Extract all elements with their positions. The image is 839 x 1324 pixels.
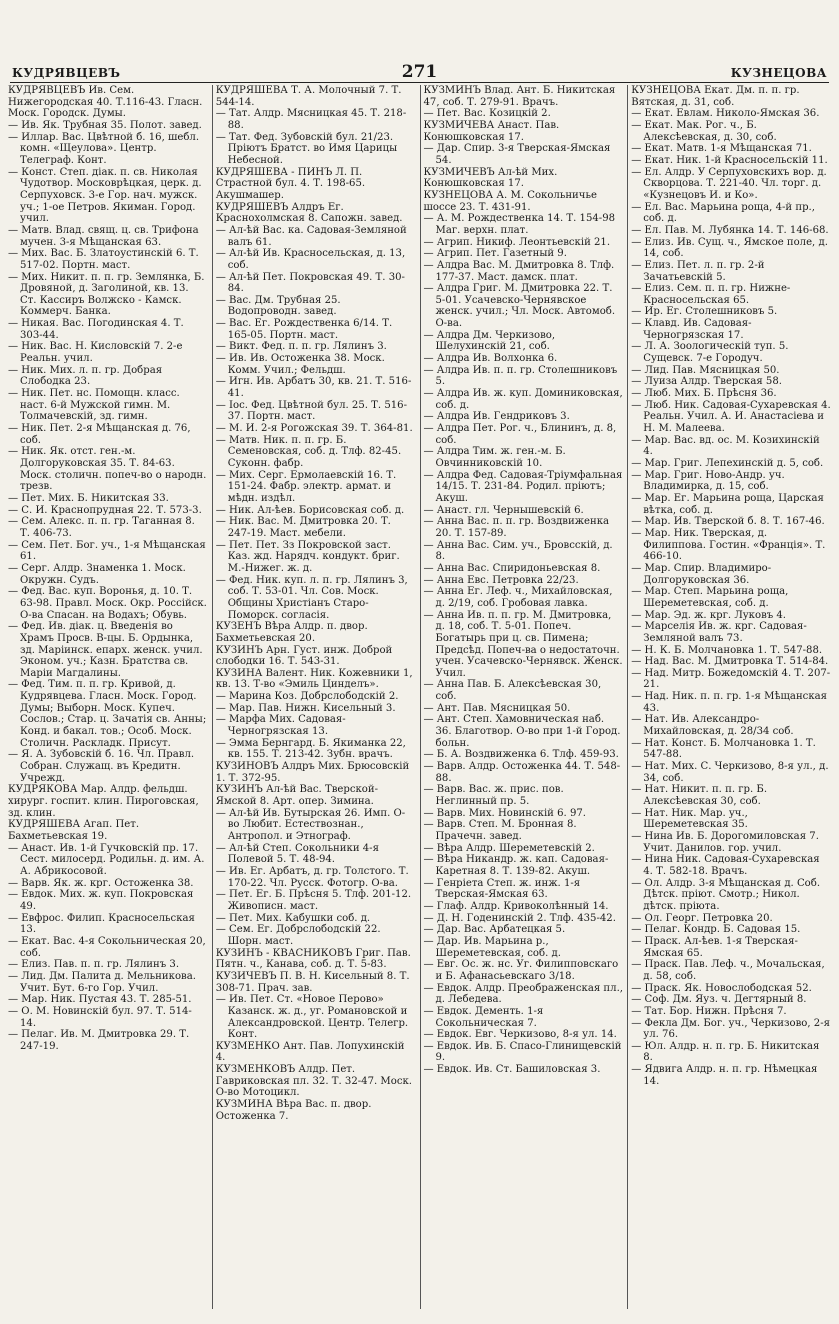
directory-entry: КУЗЕНЪ Вѣра Алдр. п. двор. Бахметьевская 20.: [215, 621, 368, 644]
directory-entry: — Пет. Ег. Б. Прѣсня 5. Тлф. 201-12. Живописн. маст.: [215, 889, 412, 912]
directory-entry: — Ник. Вас. Н. Кисловскiй 7. 2-е Реальн. учил.: [8, 341, 183, 365]
directory-entry: — Алдра Фед. Садовая-Трiумфальная 14/15. Т. 231-84. Родил. прiютъ; Акуш.: [423, 469, 623, 504]
directory-entry: КУЗИНЪ - КВАСНИКОВЪ Григ. Пав. Пятн. ч., Канава, соб. д. Т. 5-83.: [215, 947, 411, 971]
directory-entry: — Ник. Ал-ѣев. Борисовская соб. д.: [215, 504, 405, 516]
directory-entry: — Дар. Вас. Арбатецкая 5.: [423, 924, 566, 936]
directory-entry: — Евг. Ос. ж. нс. Уг. Филипповскаго и Б. Афанасьевскаго 3/18.: [423, 959, 619, 982]
directory-entry: — Марфа Мих. Садовая-Черногрязская 13.: [215, 714, 346, 738]
directory-entry: — Мар. Ник. Тверская, д. Филиппова. Гостин. «Францiя». Т. 466-10.: [631, 527, 826, 563]
directory-entry: — Мар. Ив. Тверской б. 8. Т. 167-46.: [631, 516, 825, 528]
directory-entry: — Нат. Конст. Б. Молчановка 1. Т. 547-88.: [631, 737, 816, 761]
directory-entry: — Никая. Вас. Погодинская 4. Т. 303-44.: [8, 318, 184, 341]
directory-entry: — Конст. Степ. дiак. п. св. Николая Чудотвор. Московрѣцкая, церк. д. Серпуховск. 3-е Гор. нач. мужск. уч.; 1-ое Петров. Якиман. Город. учил.: [8, 166, 202, 225]
directory-entry: — Генрiета Степ. ж. инж. 1-я Тверская-Ямская 63.: [423, 877, 581, 901]
directory-entry: — Пет. Мих. Б. Никитская 33.: [8, 492, 169, 504]
directory-entry: — Нина Ник. Садовая-Сухаревская 4. Т. 582-18. Врачъ.: [631, 854, 820, 877]
directory-entry: КУЗМИЧЕВА Анаст. Пав. Конюшковская 17.: [423, 119, 560, 143]
directory-entry: — Тат. Бор. Нижн. Прѣсня 7.: [631, 1005, 787, 1017]
directory-entry: — Анаст. Ив. 1-й Гучковскiй пр. 17. Сест. милосерд. Родильн. д. им. А. А. Абрикосовой.: [8, 842, 205, 877]
directory-entry: — А. М. Рождественка 14. Т. 154-98 Маг. верхн. плат.: [423, 213, 616, 236]
directory-entry: — Сем. Пет. Бог. уч., 1-я Мѣщанская 61.: [8, 539, 206, 563]
directory-entry: — Ник. Вас. М. Дмитровка 20. Т. 247-19. Маст. мебели.: [215, 516, 391, 539]
directory-entry: — Мар. Григ. Лепехинскiй д. 5, соб.: [631, 458, 824, 469]
directory-entry: — Пелаг. Кондр. Б. Садовая 15.: [631, 924, 801, 936]
directory-entry: — Ник. Як. отст. ген.-м. Долгоруковская 35. Т. 84-63. Моск. столичн. попеч-во о народн. трезв.: [8, 446, 207, 493]
directory-entry: — Мар. Спир. Владимиро-Долгоруковская 36.: [631, 562, 772, 586]
directory-entry: — Анна Вас. Спиридоньевская 8.: [423, 562, 601, 574]
directory-entry: — Б. А. Воздвиженка 6. Тлф. 459-93.: [423, 749, 619, 761]
directory-entry: — Пет. Вас. Козицкiй 2.: [423, 108, 551, 120]
directory-entry: — Вѣра Никандр. ж. кап. Садовая-Каретная 8. Т. 139-82. Акуш.: [423, 854, 609, 877]
directory-entry: — Ядвига Алдр. н. п. гр. Нѣмецкая 14.: [631, 1064, 818, 1087]
directory-entry: — Ив. Ив. Остоженка 38. Моск. Комм. Учил.; Фельдш.: [215, 353, 385, 376]
directory-entry: — Эмма Бернгард. Б. Якиманка 22, кв. 155. Т. 213-42. Зубн. врачъ.: [215, 737, 406, 761]
directory-entry: КУЗМИНЪ Влад. Ант. Б. Никитская 47, соб. Т. 279-91. Врачъ.: [423, 85, 616, 108]
directory-entry: — Варв. Як. ж. крг. Остоженка 38.: [8, 877, 194, 889]
directory-entry: КУДРЯКОВА Мар. Алдр. фельдш. хирург. госпит. клин. Пироговская, зд. клин.: [8, 784, 199, 819]
directory-entry: — Клавд. Ив. Садовая-Черногрязская 17.: [631, 318, 752, 341]
directory-entry: — Ал-ѣй Пет. Покровская 49. Т. 30-84.: [215, 271, 405, 295]
directory-entry: — Иллар. Вас. Цвѣтной б. 16, шебл. комн. «Щеулова». Центр. Телеграф. Конт.: [8, 131, 200, 166]
directory-entry: — Матв. Влад. свящ. ц. св. Трифона мучен. 3-я Мѣщанская 63.: [8, 224, 199, 248]
directory-entry: — Фед. Ив. дiак. ц. Введенiя во Храмъ Просв. В-цы. Б. Ордынка, зд. Марiинск. епарх. женск. учил. Эконом. уч.; Казн. Братства св. Марiи Магдалины.: [8, 621, 203, 679]
directory-entry: — Елиз. Пет. л. п. гр. 2-й Зачатьевскiй 5.: [631, 259, 765, 283]
directory-entry: — Екат. Мак. Рог. ч., Б. Алексѣевская, д. 30, соб.: [631, 119, 777, 143]
directory-entry: — Юл. Алдр. н. п. гр. Б. Никитская 8.: [631, 1040, 820, 1064]
directory-entry: — Над. Ник. п. п. гр. 1-я Мѣщанская 43.: [631, 691, 828, 714]
page-header: [10, 56, 829, 83]
directory-entry: — Нат. Ив. Александро-Михайловская, д. 28/34 соб.: [631, 714, 794, 738]
directory-entry: КУЗМЕНКО Ант. Пав. Лопухинскiй 4.: [215, 1040, 405, 1064]
directory-entry: КУЗМИНА Вѣра Вас. п. двор. Остоженка 7.: [215, 1099, 372, 1122]
directory-entry: — Екат. Евлам. Николо-Ямская 36.: [631, 108, 820, 120]
directory-entry: — Евдок. Дементь. 1-я Сокольническая 7.: [423, 1005, 544, 1029]
directory-entry: — Алдра Тим. ж. ген.-м. Б. Овчинниковскiй 10.: [423, 446, 566, 469]
directory-entry: — Люб. Мих. Б. Прѣсня 36.: [631, 388, 777, 400]
directory-entry: — Соф. Дм. Яуз. ч. Дегтярный 8.: [631, 994, 807, 1006]
directory-entry: — Ник. Пет. 2-я Мѣщанская д. 76, соб.: [8, 423, 191, 446]
directory-entry: КУЗМИЧЕВЪ Ал-ѣй Мих. Конюшковская 17.: [423, 166, 558, 190]
directory-entry: — Дар. Ив. Марьина р., Шереметевская, соб. д.: [423, 935, 561, 959]
directory-entry: КУЗИНЪ Арн. Густ. инж. Доброй слободки 16. Т. 543-31.: [215, 644, 393, 668]
directory-entry: — Евдок. Ив. Б. Спасо-Глинищевскiй 9.: [423, 1040, 622, 1064]
directory-entry: — Елиз. Ив. Сущ. ч., Ямское поле, д. 14, соб.: [631, 236, 828, 260]
directory-entry: — Ал-ѣй Степ. Сокольники 4-я Полевой 5. Т. 48-94.: [215, 842, 379, 866]
directory-entry: — Марина Коз. Добрслободскiй 2.: [215, 691, 399, 703]
directory-entry: — Анаст. гл. Чернышевскiй 6.: [423, 504, 584, 516]
directory-entry: — Екат. Вас. 4-я Сокольническая 20, соб.: [8, 935, 206, 959]
directory-entry: — Серг. Алдр. Знаменка 1. Моск. Окружн. Судъ.: [8, 562, 186, 586]
directory-entry: — Екат. Матв. 1-я Мѣщанская 71.: [631, 143, 812, 155]
directory-entry: — Нина Ив. Б. Дорогомиловская 7. Учит. Данилов. гор. учил.: [631, 831, 819, 854]
directory-entry: — Ел. Алдр. У Серпуховскихъ вор. д. Скворцова. Т. 221-40. Чл. торг. д. «Кузнецовъ И. и Ко».: [631, 166, 827, 201]
directory-entry: — Анна Вас. Сим. уч., Бровсскiй, д. 8.: [423, 539, 613, 563]
directory-entry: — Ив. Як. Трубная 35. Полот. завед.: [8, 119, 202, 131]
directory-entry: — Вѣра Алдр. Шереметевскiй 2.: [423, 842, 595, 854]
directory-entry: — М. И. 2-я Рогожская 39. Т. 364-81.: [215, 423, 413, 435]
directory-entry: — Над. Митр. Божедомскiй 4. Т. 207-21.: [631, 667, 831, 691]
directory-entry: — Алдра Ив. ж. куп. Доминиковская, соб. д.: [423, 388, 623, 411]
directory-entry: — Фед. Вас. куп. Воронья, д. 10. Т. 63-98. Правл. Моск. Окр. Россiйск. О-ва Спасан. на Водахъ; Обувь.: [8, 586, 207, 621]
directory-entry: — Алдра Ив. Гендриковъ 3.: [423, 411, 570, 423]
column-4: [627, 85, 831, 1309]
directory-entry: — Анна Ив. п. п. гр. М. Дмитровка, д. 18, соб. Т. 5-01. Попеч. Богатырь при ц. св. Пимена; Предсѣд. Попеч-ва о недостаточн. учен. Усачевско-Чернявск. Женск. Учил.: [423, 609, 623, 679]
directory-entry: — Лид. Пав. Мясницкая 50.: [631, 364, 780, 376]
directory-entry: КУЗИНЪ Ал-ѣй Вас. Тверской-Ямской 8. Арт. опер. Зимина.: [215, 784, 378, 808]
directory-entry: — Евдок. Алдр. Преображенская пл., д. Лебедева.: [423, 982, 623, 1006]
directory-entry: — Ант. Пав. Мясницкая 50.: [423, 702, 571, 714]
directory-entry: — Нат. Ник. Мар. уч., Шереметевская 35.: [631, 807, 748, 831]
directory-entry: — Евфрос. Филип. Красносельская 13.: [8, 912, 195, 936]
directory-entry: — Викт. Фед. п. п. гр. Лялинъ 3.: [215, 341, 387, 353]
directory-entry: — Алдра Пет. Рог. ч., Блининъ, д. 8, соб.: [423, 423, 617, 446]
directory-entry: — Пет. Мих. Кабушки соб. д.: [215, 912, 371, 924]
directory-entry: — Мих. Никит. п. п. гр. Землянка, Б. Дровяной, д. Заголиной, кв. 13. Ст. Кассиръ Волжско - Камск. Коммерч. Банка.: [8, 271, 205, 318]
directory-entry: — Луиза Алдр. Тверская 58.: [631, 376, 782, 388]
directory-entry: — Пет. Пет. Зз Покровской заст. Каз. жд. Нарядч. кондукт. бриг. М.-Нижег. ж. д.: [215, 539, 400, 574]
directory-entry: — Я. А. Зубовскiй б. 16. Чл. Правл. Собран. Служащ. въ Кредитн. Учрежд.: [8, 749, 195, 784]
directory-entry: — Мар. Пав. Нижн. Кисельный 3.: [215, 702, 396, 714]
directory-entry: — Мар. Вас. вд. ос. М. Козихинскiй 4.: [631, 434, 820, 458]
directory-entry: — О. М. Новинскiй бул. 97. Т. 514-14.: [8, 1005, 192, 1029]
directory-entry: — Л. А. Зоологическiй туп. 5. Сущевск. 7-е Городуч.: [631, 341, 789, 365]
directory-entry: — Алдра Григ. М. Дмитровка 22. Т. 5-01. Усачевско-Чернявское женск. учил.; Чл. Моск. Автомоб. О-ва.: [423, 283, 616, 330]
directory-entry: — Нат. Никит. п. п. гр. Б. Алексѣевская 30, соб.: [631, 784, 768, 808]
directory-entry: — Матв. Ник. п. п. гр. Б. Семеновская, соб. д. Тлф. 82-45. Суконн. фабр.: [215, 434, 402, 469]
directory-entry: — Мар. Ег. Марьина роща, Царская вѣтка, соб. д.: [631, 492, 824, 516]
directory-entry: — Над. Вас. М. Дмитровка Т. 514-84.: [631, 656, 829, 668]
column-1: [8, 85, 208, 1309]
directory-entry: — Марселiя Ив. ж. крг. Садовая-Земляной валъ 73.: [631, 621, 807, 644]
directory-entry: — Н. К. Б. Молчановка 1. Т. 547-88.: [631, 644, 823, 656]
directory-entry: — Екат. Ник. 1-й Красносельскiй 11.: [631, 154, 828, 166]
directory-entry: — Iос. Фед. Цвѣтной бул. 25. Т. 516-37. Портн. маст.: [215, 399, 407, 423]
directory-entry: — Тат. Алдр. Мясницкая 45. Т. 218-88.: [215, 108, 407, 131]
directory-entry: — Ник. Пет. нс. Помощн. класс. наст. 6-й Мужской гимн. М. Толмачевскiй, зд. гимн.: [8, 388, 180, 423]
directory-entry: — Ант. Степ. Хамовническая наб. 36. Благотвор. О-во при 1-й Город. больн.: [423, 714, 621, 749]
directory-entry: — Ир. Ег. Столешниковъ 5.: [631, 306, 778, 318]
directory-entry: — Ел. Вас. Марьина роща, 4-й пр., соб. д.: [631, 201, 815, 225]
directory-entry: — Мар. Эд. ж. крг. Луковъ 4.: [631, 609, 787, 621]
directory-entry: — Д. Н. Годенинскiй 2. Тлф. 435-42.: [423, 912, 616, 924]
directory-entry: — Агрип. Никиф. Леонтьевскiй 21.: [423, 236, 611, 248]
directory-entry: — Ив. Пет. Ст. «Новое Перово» Казанск. ж. д., уг. Романовской и Александровской. Центр. Телегр. Конт.: [215, 994, 409, 1041]
directory-entry: — Люб. Ник. Садовая-Сухаревская 4. Реальн. Учил. А. И. Анастасiева и Н. М. Малеева.: [631, 399, 831, 435]
directory-entry: — Глаф. Алдр. Кривоколѣнный 14.: [423, 900, 609, 912]
column-3: [420, 85, 624, 1309]
directory-entry: КУЗНЕЦОВА А. М. Сокольничье шоссе 23. Т. 431-91.: [423, 189, 597, 213]
directory-entry: — Игн. Ив. Арбатъ 30, кв. 21. Т. 516-41.: [215, 376, 412, 400]
directory-entry: — Дар. Спир. 3-я Тверская-Ямская 54.: [423, 143, 611, 166]
directory-entry: — Ал-ѣй Вас. ка. Садовая-Земляной валъ 61.: [215, 224, 407, 248]
directory-entry: — Праск. Ал-ѣев. 1-я Тверская-Ямская 65.: [631, 935, 798, 959]
directory-entry: — Анна Вас. п. п. гр. Воздвиженка 20. Т. 157-89.: [423, 516, 610, 539]
directory-entry: — Анна Ег. Леф. ч., Михайловская, д. 2/19, соб. Гробовая лавка.: [423, 586, 613, 609]
directory-entry: — Ив. Ег. Арбатъ, д. гр. Толстого. Т. 170-22. Чл. Русск. Фотогр. О-ва.: [215, 865, 409, 889]
directory-entry: КУЗНЕЦОВА Екат. Дм. п. п. гр. Вятская, д. 31, соб.: [631, 85, 800, 108]
page-number: 271: [401, 62, 438, 82]
directory-entry: — Варв. Мих. Новинскiй 6. 97.: [423, 807, 587, 819]
directory-entry: — Фед. Тим. п. п. гр. Кривой, д. Кудрявцева. Гласн. Моск. Город. Думы; Выборн. Моск. Купеч. Сослов.; Стар. ц. Зачатiя св. Анны; Конд. и бакал. тов.; Особ. Моск. Столичн. Раскладк. Присут.: [8, 679, 207, 749]
directory-entry: — Мих. Вас. Б. Златоустинскiй 6. Т. 517-02. Портн. маст.: [8, 248, 199, 271]
directory-entry: — Евдок. Евг. Черкизово, 8-я ул. 14.: [423, 1029, 617, 1041]
column-2: [212, 85, 416, 1309]
directory-entry: — Алдра Ив. п. п. гр. Столешниковъ 5.: [423, 364, 618, 388]
directory-entry: — Фед. Ник. куп. л. п. гр. Лялинъ 3, соб. Т. 53-01. Чл. Сов. Моск. Общины Христiанъ Старо-Поморск. согласiя.: [215, 574, 408, 621]
directory-entry: — Анна Пав. Б. Алексѣевская 30, соб.: [423, 679, 602, 703]
directory-entry: — Ол. Алдр. 3-я Мѣщанская д. Соб. Дѣтск. прiют. Смотр.; Никол. дѣтск. прiюта.: [631, 877, 821, 912]
directory-entry: — Ал-ѣй Ив. Бутырская 26. Имп. О-во Любит. Естествознан., Антропол. и Этнограф.: [215, 807, 406, 842]
directory-entry: — Елиз. Сем. п. п. гр. Нижне-Красносельская 65.: [631, 283, 791, 306]
directory-entry: — Сем. Ег. Добрслободскiй 22. Шорн. маст.: [215, 924, 381, 947]
directory-entry: — Евдок. Ив. Ст. Башиловская 3.: [423, 1064, 601, 1076]
directory-entry: — Алдра Дм. Черкизово, Шелухинскiй 21, соб.: [423, 329, 556, 353]
directory-entry: — Варв. Алдр. Остоженка 44. Т. 548-88.: [423, 761, 621, 784]
directory-entry: — Лид. Дм. Палита д. Мельникова. Учит. Бут. 6-го Гор. Учил.: [8, 970, 196, 994]
directory-entry: КУДРЯШЕВА - ПИНЪ Л. П. Страстной бул. 4. Т. 198-65. Акушмашер.: [215, 166, 366, 201]
directory-entry: КУДРЯШЕВА Т. А. Молочный 7. Т. 544-14.: [215, 85, 402, 108]
directory-entry: — Мих. Серг. Ермолаевскiй 16. Т. 151-24. Фабр. электр. армат. и мѣдн. издѣл.: [215, 469, 397, 504]
directory-entry: — Пелаг. Ив. М. Дмитровка 29. Т. 247-19.: [8, 1029, 190, 1052]
directory-entry: КУДРЯВЦЕВЪ Ив. Сем. Нижегородская 40. Т.116-43. Гласн. Моск. Городск. Думы.: [8, 85, 203, 120]
directory-entry: — Тат. Фед. Зубовскiй бул. 21/23. Прiютъ Братст. во Имя Царицы Небесной.: [215, 131, 398, 166]
header-left-catchword: КУДРЯВЦЕВЪ: [12, 66, 121, 80]
header-right-catchword: КУЗНЕЦОВА: [730, 66, 827, 80]
directory-entry: — Евдок. Мих. ж. куп. Покровская 49.: [8, 889, 194, 912]
directory-entry: — Алдра Ив. Волхонка 6.: [423, 353, 558, 365]
directory-entry: — Варв. Вас. ж. прис. пов. Неглинный пр. 5.: [423, 784, 564, 808]
directory-entry: КУЗМЕНКОВЪ Алдр. Пет. Гавриковская пл. 32. Т. 32-47. Моск. О-во Мотоцикл.: [215, 1064, 413, 1099]
directory-entry: — Мар. Ник. Пустая 43. Т. 285-51.: [8, 994, 192, 1006]
directory-entry: — Вас. Ег. Рождественка 6/14. Т. 165-05. Портн. маст.: [215, 318, 393, 341]
directory-entry: — С. И. Краснопрудная 22. Т. 573-3.: [8, 504, 202, 516]
directory-entry: — Ал-ѣй Ив. Красносельская, д. 13, соб.: [215, 248, 406, 271]
directory-entry: — Праск. Як. Новослободская 52.: [631, 982, 812, 994]
directory-entry: — Ол. Георг. Петровка 20.: [631, 912, 773, 924]
directory-entry: — Анна Евс. Петровка 22/23.: [423, 574, 579, 586]
columns-container: [6, 85, 833, 1309]
directory-entry: — Елиз. Пав. п. п. гр. Лялинъ 3.: [8, 959, 180, 971]
directory-entry: — Варв. Степ. М. Бронная 8. Прачечн. завед.: [423, 819, 577, 842]
directory-entry: КУДРЯШЕВЪ Алдръ Ег. Краснохолмская 8. Сапожн. завед.: [215, 201, 403, 225]
directory-entry: КУЗИЧЕВЪ П. В. Н. Кисельный 8. Т. 308-71. Прач. зав.: [215, 970, 410, 994]
directory-entry: — Мар. Степ. Марьина роща, Шереметевская, соб. д.: [631, 586, 789, 609]
directory-entry: — Вас. Дм. Трубная 25. Водопроводн. завед.: [215, 294, 341, 318]
directory-entry: КУЗИНА Валент. Ник. Кожевники 1, кв. 13. Т-во «Эмиль Цинделъ».: [215, 667, 413, 691]
directory-entry: — Сем. Алекс. п. п. гр. Таганная 8. Т. 406-73.: [8, 516, 195, 539]
directory-entry: КУДРЯШЕВА Агап. Пет. Бахметьевская 19.: [8, 819, 140, 842]
directory-entry: — Мар. Григ. Ново-Андр. уч. Владимирка, д. 15, соб.: [631, 469, 785, 493]
directory-entry: — Ник. Мих. л. п. гр. Добрая Слободка 23.: [8, 364, 163, 388]
directory-entry: — Алдра Вас. М. Дмитровка 8. Тлф. 177-37. Маст. дамск. плат.: [423, 259, 615, 283]
directory-entry: — Ел. Пав. М. Лубянка 14. Т. 146-68.: [631, 224, 829, 236]
directory-entry: — Нат. Мих. С. Черкизово, 8-я ул., д. 34, соб.: [631, 761, 829, 784]
directory-entry: — Агрип. Пет. Газетный 9.: [423, 248, 567, 260]
directory-entry: КУЗИНОВЪ Алдръ Мих. Брюсовскiй 1. Т. 372-95.: [215, 761, 410, 784]
directory-entry: — Праск. Пав. Леф. ч., Мочальская, д. 58, соб.: [631, 959, 825, 982]
directory-entry: — Фекла Дм. Бог. уч., Черкизово, 2-я ул. 76.: [631, 1017, 830, 1041]
